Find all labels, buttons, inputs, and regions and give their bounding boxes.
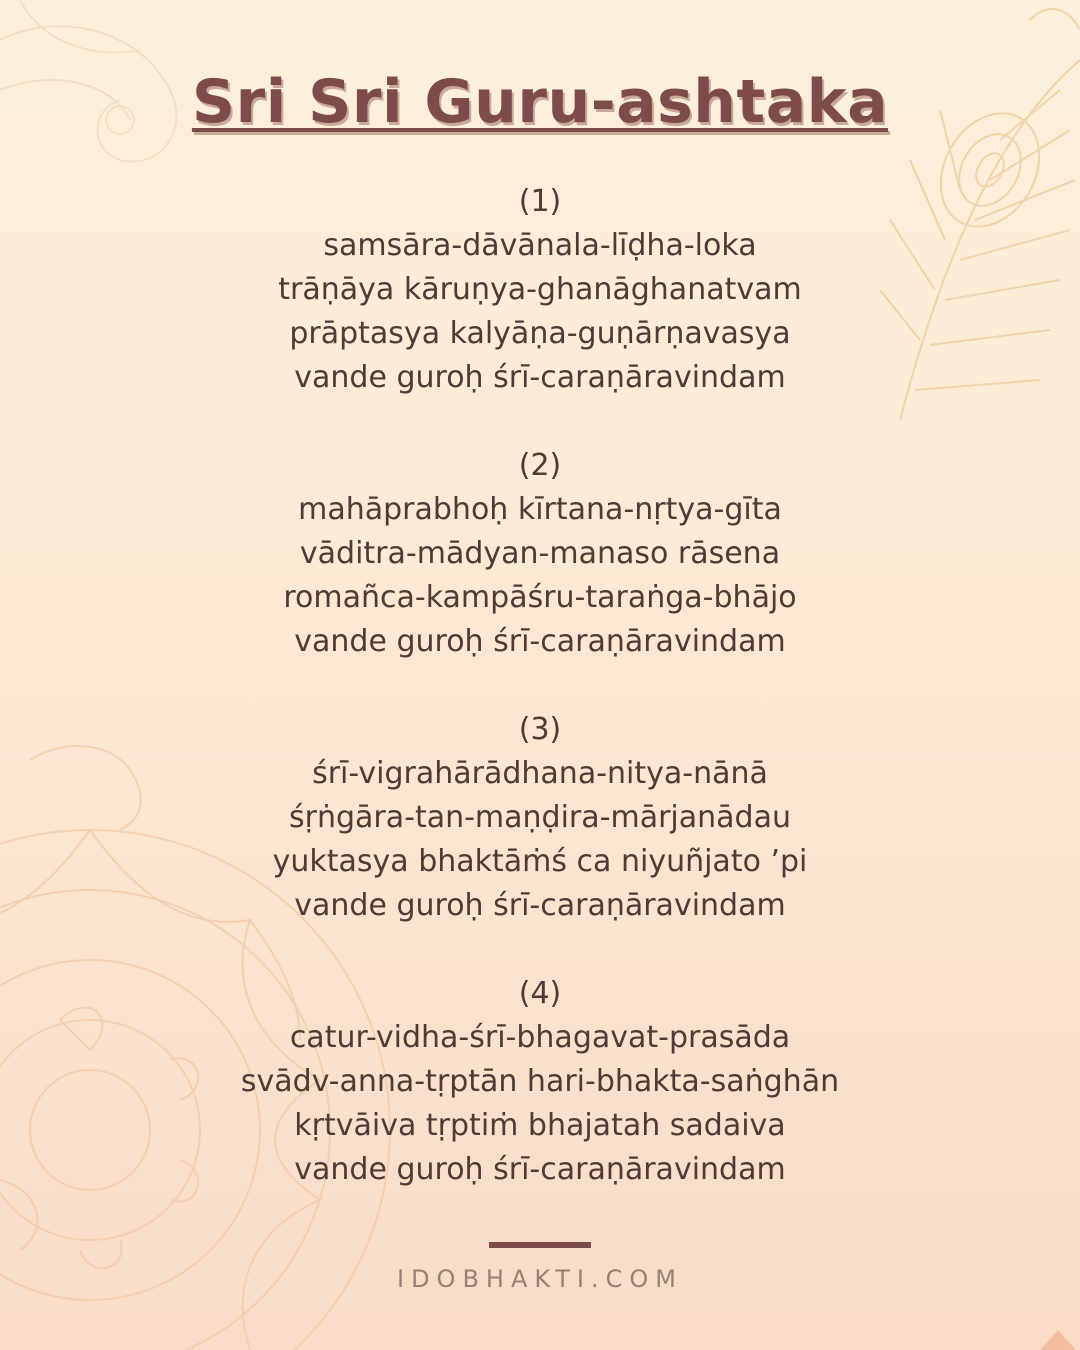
verse-line: vande guroḥ śrī-caraṇāravindam [294, 624, 786, 659]
verse-line: vande guroḥ śrī-caraṇāravindam [294, 360, 786, 395]
verse-line: trāṇāya kāruṇya-ghanāghanatvam [278, 272, 802, 307]
verse-line: śrī-vigrahārādhana-nitya-nānā [312, 756, 768, 791]
footer-divider [489, 1242, 591, 1248]
verse-2 [0, 444, 1080, 664]
verse-4 [0, 972, 1080, 1192]
verse-1 [0, 180, 1080, 400]
verse-number: (1) [518, 184, 562, 219]
verse-line: śṛṅgāra-tan-maṇḍira-mārjanādau [289, 800, 791, 835]
verse-number: (3) [518, 712, 562, 747]
verse-line: svādv-anna-tṛptān hari-bhakta-saṅghān [240, 1064, 840, 1099]
verse-line: romañca-kampāśru-taraṅga-bhājo [283, 580, 797, 615]
verse-line: mahāprabhoḥ kīrtana-nṛtya-gīta [298, 492, 782, 527]
page-title: Sri Sri Guru-ashtaka [191, 67, 889, 137]
verse-line: yuktasya bhaktāṁś ca niyuñjato ’pi [272, 844, 808, 879]
verse-line: prāptasya kalyāṇa-guṇārṇavasya [289, 316, 791, 351]
website-footer[interactable]: IDOBHAKTI.COM [397, 1265, 683, 1293]
verse-line: samsāra-dāvānala-līḍha-loka [323, 228, 757, 263]
verse-number: (2) [518, 448, 562, 483]
verse-line: kṛtvāiva tṛptiṁ bhajatah sadaiva [294, 1108, 786, 1143]
verse-3 [0, 708, 1080, 928]
verse-line: vande guroḥ śrī-caraṇāravindam [294, 1152, 786, 1187]
verse-line: vande guroḥ śrī-caraṇāravindam [294, 888, 786, 923]
verse-number: (4) [518, 976, 562, 1011]
verse-line: catur-vidha-śrī-bhagavat-prasāda [289, 1020, 791, 1055]
verse-line: vāditra-mādyan-manaso rāsena [299, 536, 781, 571]
